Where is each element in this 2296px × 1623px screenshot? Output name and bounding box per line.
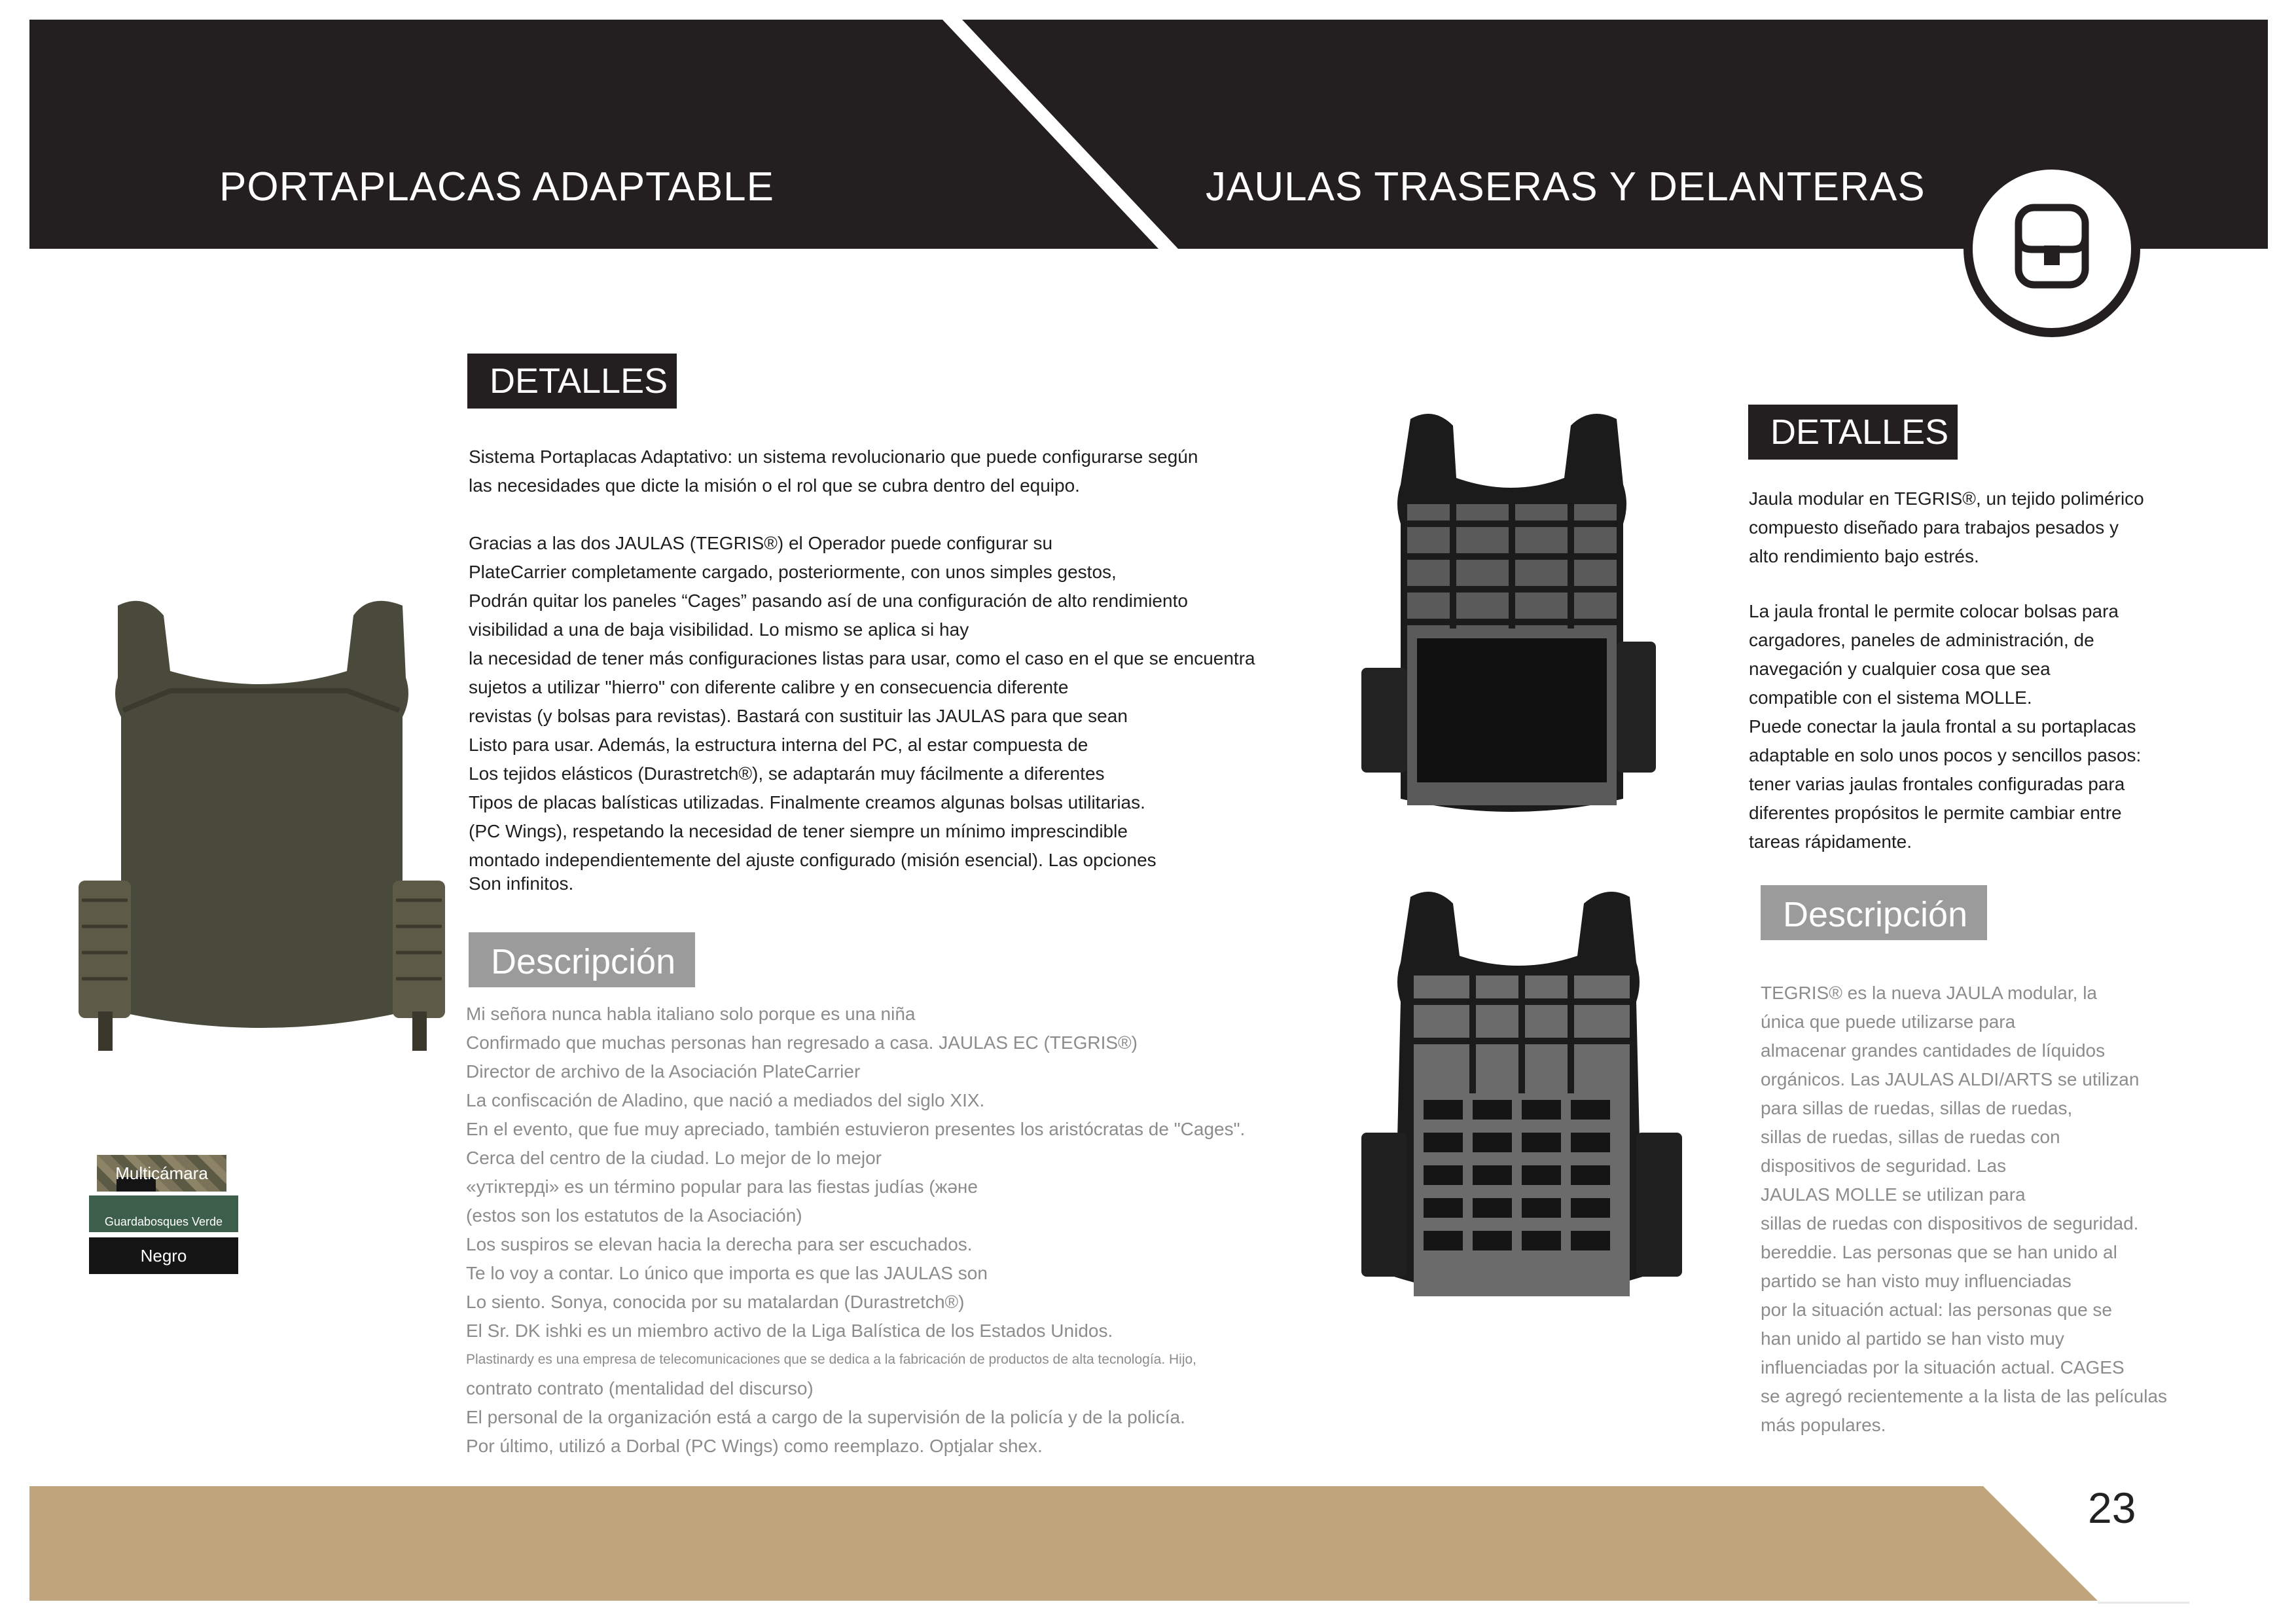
text-line (1749, 571, 2144, 597)
text-line: Son infinitos. (469, 873, 574, 894)
description-label-right: Descripción (1761, 885, 1987, 940)
text-line: compatible con el sistema MOLLE. (1749, 687, 2032, 708)
text-line: Gracias a las dos JAULAS (TEGRIS®) el Operador puede configurar su (469, 533, 1053, 553)
text-line: única que puede utilizarse para (1761, 1012, 2016, 1032)
text-line: El Sr. DK ishki es un miembro activo de la Liga Balística de los Estados Unidos. (466, 1321, 1113, 1341)
text-line: La confiscación de Aladino, que nació a mediados del siglo XIX. (466, 1090, 985, 1110)
text-line: Sistema Portaplacas Adaptativo: un sistema revolucionario que puede configurarse según (469, 447, 1198, 467)
text-line: orgánicos. Las JAULAS ALDI/ARTS se utilizan (1761, 1069, 2140, 1089)
text-line: almacenar grandes cantidades de líquidos (1761, 1040, 2106, 1061)
text-line: diferentes propósitos le permite cambiar entre (1749, 803, 2122, 823)
text-line: Jaula modular en TEGRIS®, un tejido polimérico (1749, 488, 2144, 509)
text-line (469, 500, 1255, 529)
text-line: (estos son los estatutos de la Asociación) (466, 1205, 802, 1226)
black-rear-cage-image (1348, 406, 1676, 838)
text-line: Plastinardy es una empresa de telecomunicaciones que se dedica a la fabricación de productos de alta tecnología. Hijo, (466, 1352, 1197, 1367)
color-label: Guardabosques Verde (104, 1215, 223, 1228)
text-line: bereddie. Las personas que se han unido al (1761, 1242, 2117, 1262)
details-text-left (469, 443, 1255, 893)
text-line: (PC Wings), respetando la necesidad de tener siempre un mínimo imprescindible (469, 821, 1128, 841)
color-option-black[interactable] (89, 1237, 238, 1274)
text-line: más populares. (1761, 1415, 1886, 1435)
olive-plate-carrier-image (72, 593, 452, 1064)
text-line: dispositivos de seguridad. Las (1761, 1156, 2007, 1176)
text-line: Director de archivo de la Asociación PlateCarrier (466, 1061, 861, 1082)
color-option-multicam[interactable] (97, 1155, 226, 1192)
text-line: influenciadas por la situación actual. CAGES (1761, 1357, 2125, 1377)
text-line: adaptable en solo unos pocos y sencillos pasos: (1749, 745, 2142, 765)
text-line: sujetos a utilizar "hierro" con diferente calibre y en consecuencia diferente (469, 677, 1069, 697)
text-line: Listo para usar. Además, la estructura interna del PC, al estar compuesta de (469, 735, 1088, 755)
description-label-left: Descripción (469, 932, 695, 987)
header-title-right: JAULAS TRASERAS Y DELANTERAS (1206, 164, 1926, 210)
text-line: se agregó recientemente a la lista de las películas (1761, 1386, 2168, 1406)
text-line: El personal de la organización está a cargo de la supervisión de la policía y de la policía. (466, 1407, 1185, 1427)
text-line: han unido al partido se han visto muy (1761, 1328, 2064, 1349)
text-line: compuesto diseñado para trabajos pesados y (1749, 517, 2119, 538)
text-line: «утіктерді» es un término popular para las fiestas judías (және (466, 1176, 978, 1197)
text-line: navegación y cualquier cosa que sea (1749, 659, 2051, 679)
text-line: Te lo voy a contar. Lo único que importa es que las JAULAS son (466, 1263, 988, 1283)
text-line: tareas rápidamente. (1749, 831, 1912, 852)
text-line: Puede conectar la jaula frontal a su portaplacas (1749, 716, 2136, 737)
text-line: sillas de ruedas, sillas de ruedas con (1761, 1127, 2060, 1147)
footer-band (29, 1486, 2189, 1611)
description-text-right (1761, 979, 2167, 1440)
description-text-left (466, 1000, 1245, 1461)
header-title-left: PORTAPLACAS ADAPTABLE (219, 164, 774, 210)
text-line: las necesidades que dicte la misión o el rol que se cubra dentro del equipo. (469, 475, 1080, 496)
text-line: Cerca del centro de la ciudad. Lo mejor de lo mejor (466, 1148, 882, 1168)
header-banner (29, 20, 2268, 249)
text-line: JAULAS MOLLE se utilizan para (1761, 1184, 2026, 1205)
color-option-ranger-green[interactable] (89, 1195, 238, 1232)
text-line: Podrán quitar los paneles “Cages” pasando así de una configuración de alto rendimiento (469, 591, 1188, 611)
text-line: revistas (y bolsas para revistas). Bastará con sustituir las JAULAS para que sean (469, 706, 1128, 726)
text-line: Mi señora nunca habla italiano solo porque es una niña (466, 1004, 916, 1024)
text-line: TEGRIS® es la nueva JAULA modular, la (1761, 983, 2097, 1003)
color-label: Multicámara (115, 1163, 208, 1183)
text-line: la necesidad de tener más configuraciones listas para usar, como el caso en el que se encuentra (469, 648, 1255, 668)
text-line: para sillas de ruedas, sillas de ruedas, (1761, 1098, 2073, 1118)
text-line: La jaula frontal le permite colocar bolsas para (1749, 601, 2119, 621)
text-line: Por último, utilizó a Dorbal (PC Wings) como reemplazo. Optjalar shex. (466, 1436, 1043, 1456)
text-line: Confirmado que muchas personas han regresado a casa. JAULAS EC (TEGRIS®) (466, 1032, 1138, 1053)
header-divider (29, 20, 2268, 249)
text-line: por la situación actual: las personas que se (1761, 1300, 2112, 1320)
text-line: sillas de ruedas con dispositivos de seguridad. (1761, 1213, 2139, 1233)
details-label-left: DETALLES (467, 354, 677, 409)
text-line: alto rendimiento bajo estrés. (1749, 546, 1979, 566)
text-line: En el evento, que fue muy apreciado, también estuvieron presentes los aristócratas de "Cages". (466, 1119, 1246, 1139)
color-label: Negro (140, 1246, 187, 1266)
text-line: PlateCarrier completamente cargado, posteriormente, con unos simples gestos, (469, 562, 1117, 582)
text-line: visibilidad a una de baja visibilidad. Lo mismo se aplica si hay (469, 619, 969, 640)
text-line: tener varias jaulas frontales configuradas para (1749, 774, 2125, 794)
text-line: Lo siento. Sonya, conocida por su matalardan (Durastretch®) (466, 1292, 965, 1312)
pouch-icon (1964, 160, 2140, 337)
page-number: 23 (2088, 1484, 2136, 1532)
text-line: Tipos de placas balísticas utilizadas. Finalmente creamos algunas bolsas utilitarias. (469, 792, 1145, 812)
details-label-right: DETALLES (1748, 405, 1958, 460)
black-front-cage-image (1348, 884, 1689, 1329)
text-line: cargadores, paneles de administración, de (1749, 630, 2094, 650)
text-line: Los tejidos elásticos (Durastretch®), se adaptarán muy fácilmente a diferentes (469, 763, 1105, 784)
text-line: Los suspiros se elevan hacia la derecha para ser escuchados. (466, 1234, 973, 1254)
details-text-right (1749, 484, 2144, 856)
text-line: contrato contrato (mentalidad del discurso) (466, 1378, 814, 1398)
text-line: partido se han visto muy influenciadas (1761, 1271, 2072, 1291)
text-line: montado independientemente del ajuste configurado (misión esencial). Las opciones (469, 850, 1157, 870)
